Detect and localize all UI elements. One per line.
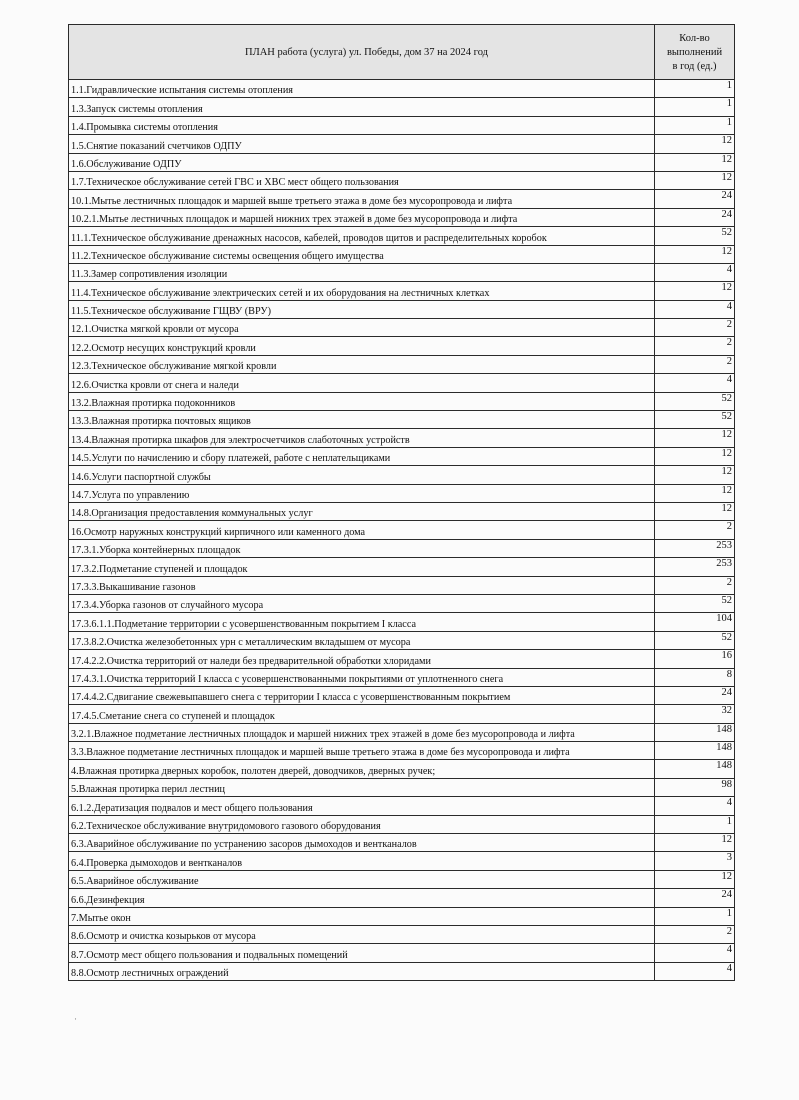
table-row xyxy=(69,797,735,815)
work-item-quantity: 24 xyxy=(655,208,735,226)
work-item-quantity: 1 xyxy=(655,116,735,134)
table-row xyxy=(69,374,735,392)
table-row xyxy=(69,98,735,116)
table-row xyxy=(69,319,735,337)
work-item-quantity: 4 xyxy=(655,374,735,392)
table-row xyxy=(69,925,735,943)
work-item-quantity: 4 xyxy=(655,300,735,318)
work-item-name: 11.2.Техническое обслуживание системы освещения общего имущества xyxy=(69,245,655,263)
plan-document xyxy=(68,24,734,981)
work-item-name: 12.6.Очистка кровли от снега и наледи xyxy=(69,374,655,392)
table-row xyxy=(69,558,735,576)
work-item-quantity: 12 xyxy=(655,834,735,852)
work-item-name: 1.6.Обслуживание ОДПУ xyxy=(69,153,655,171)
work-item-name: 5.Влажная протирка перил лестниц xyxy=(69,778,655,796)
plan-title: ПЛАН работа (услуга) ул. Победы, дом 37 на 2024 год xyxy=(69,25,655,80)
table-row xyxy=(69,263,735,281)
work-item-quantity: 52 xyxy=(655,227,735,245)
work-item-name: 17.3.4.Уборка газонов от случайного мусора xyxy=(69,594,655,612)
work-item-quantity: 4 xyxy=(655,797,735,815)
table-row xyxy=(69,116,735,134)
work-item-quantity: 12 xyxy=(655,466,735,484)
work-item-name: 6.1.2.Дератизация подвалов и мест общего пользования xyxy=(69,797,655,815)
work-item-name: 6.2.Техническое обслуживание внутридомового газового оборудования xyxy=(69,815,655,833)
work-item-quantity: 52 xyxy=(655,594,735,612)
table-row xyxy=(69,686,735,704)
work-item-quantity: 12 xyxy=(655,429,735,447)
work-item-quantity: 24 xyxy=(655,889,735,907)
table-row xyxy=(69,723,735,741)
table-row xyxy=(69,760,735,778)
quantity-column-header xyxy=(655,25,735,80)
work-item-quantity: 12 xyxy=(655,245,735,263)
table-row xyxy=(69,282,735,300)
table-row xyxy=(69,944,735,962)
work-item-name: 3.2.1.Влажное подметание лестничных площадок и маршей нижних трех этажей в доме без мусоропровода и лифта xyxy=(69,723,655,741)
table-row xyxy=(69,429,735,447)
work-item-name: 8.7.Осмотр мест общего пользования и подвальных помещений xyxy=(69,944,655,962)
work-item-quantity: 1 xyxy=(655,80,735,98)
table-row xyxy=(69,80,735,98)
work-item-name: 13.4.Влажная протирка шкафов для электросчетчиков слаботочных устройств xyxy=(69,429,655,447)
work-item-quantity: 3 xyxy=(655,852,735,870)
work-item-name: 11.4.Техническое обслуживание электрических сетей и их оборудования на лестничных клетках xyxy=(69,282,655,300)
table-row xyxy=(69,208,735,226)
table-row xyxy=(69,907,735,925)
table-row xyxy=(69,889,735,907)
table-row xyxy=(69,576,735,594)
table-row xyxy=(69,870,735,888)
work-item-name: 17.4.5.Сметание снега со ступеней и площадок xyxy=(69,705,655,723)
table-row xyxy=(69,355,735,373)
work-item-quantity: 2 xyxy=(655,576,735,594)
work-item-name: 14.7.Услуга по управлению xyxy=(69,484,655,502)
work-item-quantity: 16 xyxy=(655,650,735,668)
work-item-quantity: 12 xyxy=(655,502,735,520)
work-item-name: 17.3.6.1.1.Подметание территории с усовершенствованным покрытием I класса xyxy=(69,613,655,631)
table-row xyxy=(69,171,735,189)
table-row xyxy=(69,650,735,668)
work-item-name: 8.6.Осмотр и очистка козырьков от мусора xyxy=(69,925,655,943)
work-item-quantity: 148 xyxy=(655,723,735,741)
work-item-quantity: 4 xyxy=(655,263,735,281)
work-item-name: 14.8.Организация предоставления коммунальных услуг xyxy=(69,502,655,520)
table-row xyxy=(69,135,735,153)
table-row xyxy=(69,392,735,410)
table-row xyxy=(69,852,735,870)
work-item-name: 17.3.1.Уборка контейнерных площадок xyxy=(69,539,655,557)
work-item-name: 1.4.Промывка системы отопления xyxy=(69,116,655,134)
work-item-quantity: 12 xyxy=(655,135,735,153)
work-item-quantity: 12 xyxy=(655,447,735,465)
work-item-name: 3.3.Влажное подметание лестничных площадок и маршей выше третьего этажа в доме без мусоропровода и лифта xyxy=(69,742,655,760)
table-row xyxy=(69,153,735,171)
quantity-header-line: в год (ед.) xyxy=(672,61,717,72)
work-item-name: 12.3.Техническое обслуживание мягкой кровли xyxy=(69,355,655,373)
work-item-name: 13.2.Влажная протирка подоконников xyxy=(69,392,655,410)
work-item-quantity: 24 xyxy=(655,190,735,208)
work-item-quantity: 32 xyxy=(655,705,735,723)
table-row xyxy=(69,668,735,686)
work-item-quantity: 253 xyxy=(655,558,735,576)
work-item-name: 6.3.Аварийное обслуживание по устранению засоров дымоходов и вентканалов xyxy=(69,834,655,852)
work-item-name: 14.5.Услуги по начислению и сбору платежей, работе с неплательщиками xyxy=(69,447,655,465)
table-row xyxy=(69,705,735,723)
table-header-row xyxy=(69,25,735,80)
work-item-quantity: 24 xyxy=(655,686,735,704)
table-row xyxy=(69,411,735,429)
work-item-name: 14.6.Услуги паспортной службы xyxy=(69,466,655,484)
work-item-name: 6.6.Дезинфекция xyxy=(69,889,655,907)
work-item-quantity: 12 xyxy=(655,484,735,502)
table-row xyxy=(69,962,735,980)
work-item-quantity: 253 xyxy=(655,539,735,557)
work-item-quantity: 52 xyxy=(655,392,735,410)
work-item-name: 1.3.Запуск системы отопления xyxy=(69,98,655,116)
work-item-name: 11.3.Замер сопротивления изоляции xyxy=(69,263,655,281)
work-item-name: 6.5.Аварийное обслуживание xyxy=(69,870,655,888)
work-item-quantity: 2 xyxy=(655,355,735,373)
scan-speck: · xyxy=(74,1014,77,1024)
table-row xyxy=(69,613,735,631)
work-item-quantity: 1 xyxy=(655,815,735,833)
work-item-name: 17.3.3.Выкашивание газонов xyxy=(69,576,655,594)
work-item-quantity: 98 xyxy=(655,778,735,796)
table-row xyxy=(69,631,735,649)
plan-table xyxy=(68,24,735,981)
work-item-quantity: 104 xyxy=(655,613,735,631)
work-item-name: 11.1.Техническое обслуживание дренажных насосов, кабелей, проводов щитов и распределительных коробок xyxy=(69,227,655,245)
work-item-name: 17.4.4.2.Сдвигание свежевыпавшего снега с территории I класса с усовершенствованным покрытием xyxy=(69,686,655,704)
table-row xyxy=(69,742,735,760)
work-item-quantity: 2 xyxy=(655,521,735,539)
table-row xyxy=(69,815,735,833)
work-item-name: 1.1.Гидравлические испытания системы отопления xyxy=(69,80,655,98)
work-item-quantity: 4 xyxy=(655,962,735,980)
work-item-quantity: 2 xyxy=(655,337,735,355)
work-item-quantity: 1 xyxy=(655,907,735,925)
work-item-quantity: 148 xyxy=(655,760,735,778)
plan-rows xyxy=(69,80,735,981)
work-item-name: 6.4.Проверка дымоходов и вентканалов xyxy=(69,852,655,870)
work-item-quantity: 12 xyxy=(655,171,735,189)
work-item-quantity: 52 xyxy=(655,411,735,429)
work-item-quantity: 2 xyxy=(655,925,735,943)
quantity-header-line: Кол-во xyxy=(679,33,710,44)
work-item-quantity: 8 xyxy=(655,668,735,686)
work-item-quantity: 52 xyxy=(655,631,735,649)
table-row xyxy=(69,227,735,245)
work-item-name: 4.Влажная протирка дверных коробок, полотен дверей, доводчиков, дверных ручек; xyxy=(69,760,655,778)
work-item-quantity: 2 xyxy=(655,319,735,337)
work-item-name: 17.4.3.1.Очистка территорий I класса с усовершенствованными покрытиями от уплотненного снега xyxy=(69,668,655,686)
work-item-quantity: 12 xyxy=(655,870,735,888)
work-item-name: 7.Мытье окон xyxy=(69,907,655,925)
table-row xyxy=(69,245,735,263)
work-item-quantity: 12 xyxy=(655,153,735,171)
work-item-name: 12.2.Осмотр несущих конструкций кровли xyxy=(69,337,655,355)
table-row xyxy=(69,337,735,355)
table-row xyxy=(69,594,735,612)
work-item-name: 1.5.Снятие показаний счетчиков ОДПУ xyxy=(69,135,655,153)
work-item-quantity: 4 xyxy=(655,944,735,962)
work-item-name: 17.4.2.2.Очистка территорий от наледи без предварительной обработки хлоридами xyxy=(69,650,655,668)
work-item-name: 16.Осмотр наружных конструкций кирпичного или каменного дома xyxy=(69,521,655,539)
work-item-name: 1.7.Техническое обслуживание сетей ГВС и ХВС мест общего пользования xyxy=(69,171,655,189)
work-item-name: 17.3.2.Подметание ступеней и площадок xyxy=(69,558,655,576)
table-row xyxy=(69,484,735,502)
table-row xyxy=(69,447,735,465)
quantity-header-line: выполнений xyxy=(666,47,723,58)
work-item-quantity: 148 xyxy=(655,742,735,760)
table-row xyxy=(69,539,735,557)
table-row xyxy=(69,521,735,539)
table-row xyxy=(69,466,735,484)
work-item-quantity: 1 xyxy=(655,98,735,116)
work-item-name: 10.1.Мытье лестничных площадок и маршей выше третьего этажа в доме без мусоропровода и лифта xyxy=(69,190,655,208)
table-row xyxy=(69,300,735,318)
work-item-name: 10.2.1.Мытье лестничных площадок и маршей нижних трех этажей в доме без мусоропровода и лифта xyxy=(69,208,655,226)
table-row xyxy=(69,502,735,520)
work-item-name: 8.8.Осмотр лестничных ограждений xyxy=(69,962,655,980)
work-item-name: 11.5.Техническое обслуживание ГЩВУ (ВРУ) xyxy=(69,300,655,318)
work-item-name: 12.1.Очистка мягкой кровли от мусора xyxy=(69,319,655,337)
table-row xyxy=(69,834,735,852)
work-item-quantity: 12 xyxy=(655,282,735,300)
work-item-name: 13.3.Влажная протирка почтовых ящиков xyxy=(69,411,655,429)
work-item-name: 17.3.8.2.Очистка железобетонных урн с металлическим вкладышем от мусора xyxy=(69,631,655,649)
table-row xyxy=(69,778,735,796)
table-row xyxy=(69,190,735,208)
